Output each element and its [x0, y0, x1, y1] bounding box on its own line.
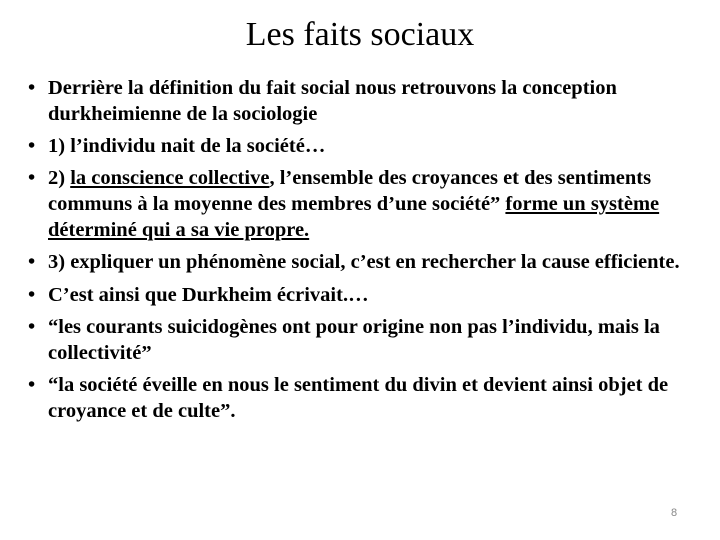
bullet-text-prefix: 2) — [48, 167, 71, 190]
bullet-marker: • — [28, 167, 36, 190]
bullet-marker: • — [28, 373, 36, 396]
underlined-phrase-determined-system: forme un système déterminé qui a sa vie propre. — [48, 193, 660, 241]
bullet-text: 3) expliquer un phénomène social, c’est en rechercher la cause efficiente. — [48, 251, 680, 274]
bullet-item-4 — [28, 250, 704, 276]
bullet-marker: • — [28, 315, 36, 338]
bullet-list — [28, 76, 704, 431]
bullet-text: “la société éveille en nous le sentiment du divin et devient ainsi objet de croyance et de culte”. — [48, 373, 669, 422]
underlined-term-collective-conscience: la conscience collective — [70, 167, 270, 190]
bullet-text: “les courants suicidogènes ont pour origine non pas l’individu, mais la collectivité” — [48, 315, 660, 364]
slide-title: Les faits sociaux — [245, 16, 475, 53]
bullet-item-3 — [28, 166, 704, 243]
bullet-marker: • — [28, 251, 36, 274]
bullet-text: Derrière la définition du fait social nous retrouvons la conception durkheimienne de la sociologie — [48, 77, 617, 125]
page-number: 8 — [670, 507, 678, 519]
bullet-marker: • — [28, 283, 36, 306]
bullet-text: C’est ainsi que Durkheim écrivait.… — [48, 283, 369, 306]
bullet-item-2 — [28, 134, 704, 160]
bullet-item-1 — [28, 76, 704, 128]
bullet-marker: • — [28, 77, 36, 99]
bullet-item-5 — [28, 283, 704, 309]
bullet-text: 1) l’individu nait de la société… — [48, 135, 326, 158]
bullet-item-6 — [28, 315, 704, 367]
bullet-marker: • — [28, 135, 36, 158]
bullet-text-middle: , l’ensemble des croyances et des sentiments communs à la moyenne des membres d’une société” — [48, 167, 652, 216]
bullet-item-7 — [28, 373, 704, 425]
